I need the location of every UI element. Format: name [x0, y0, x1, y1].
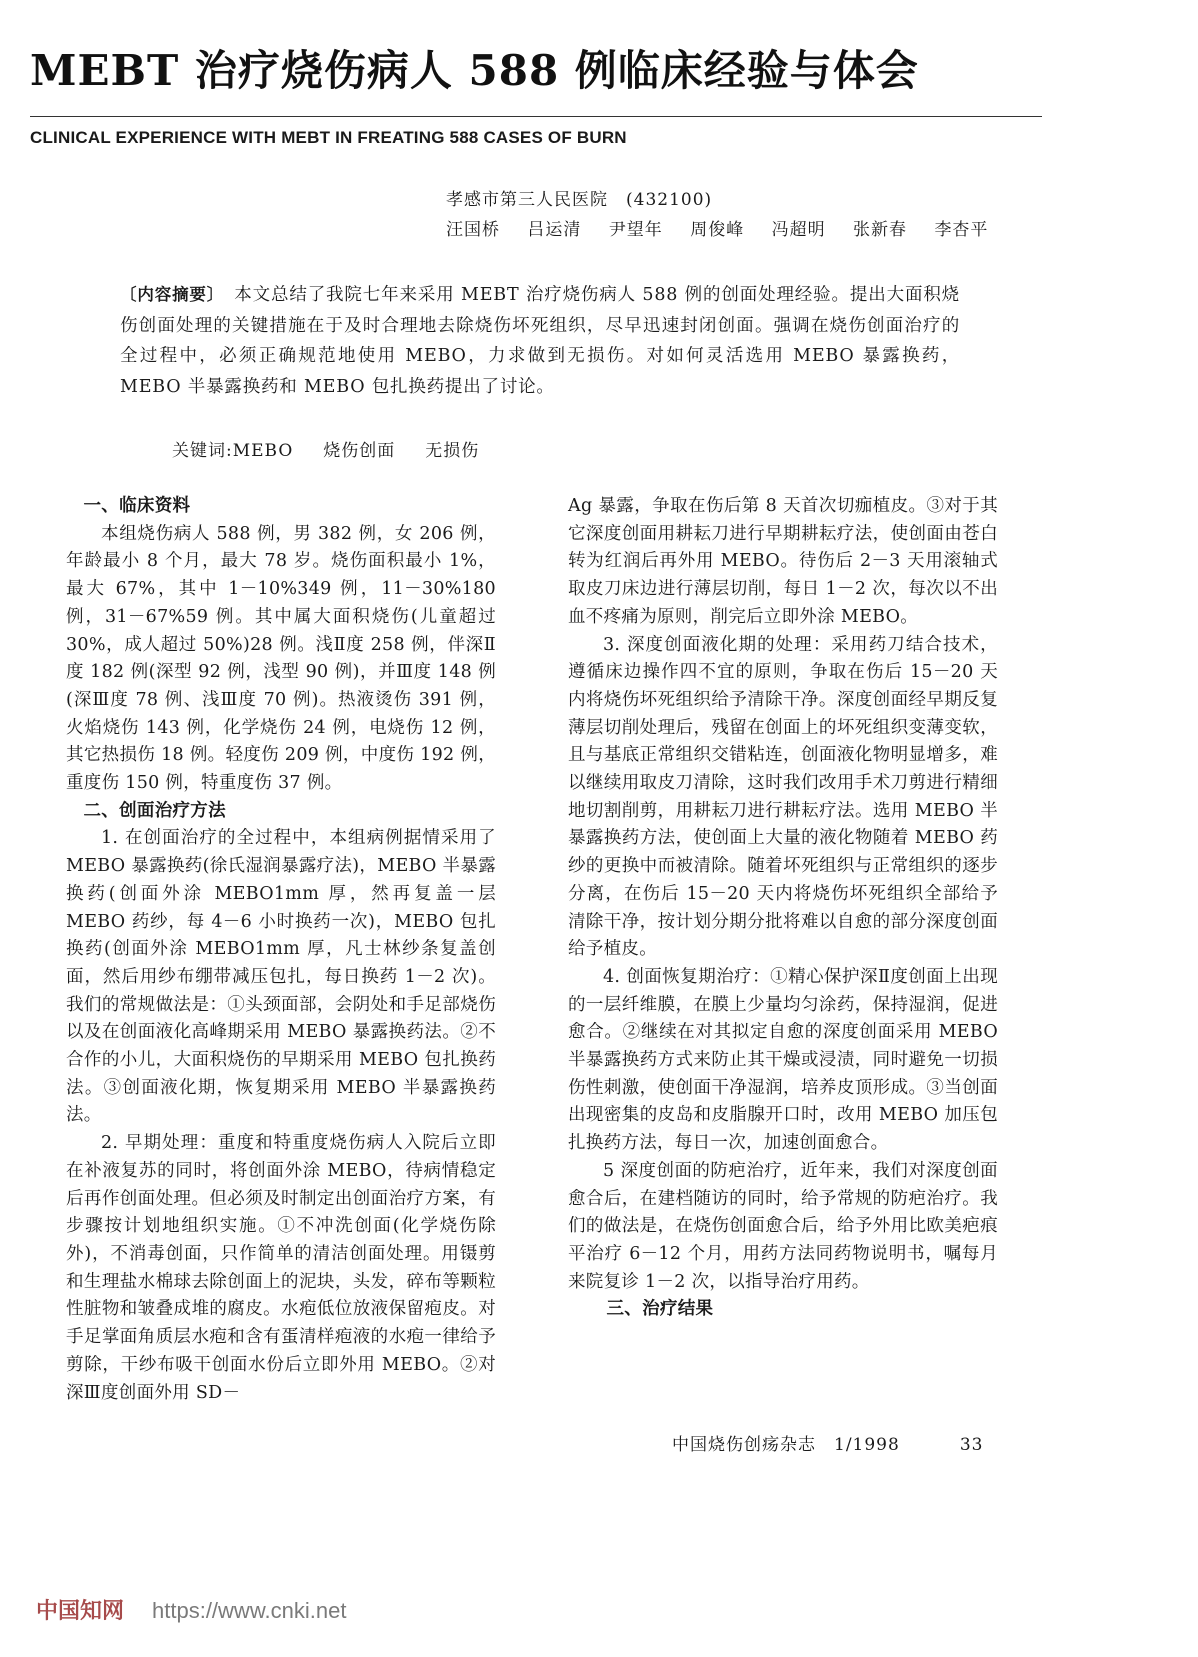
- right-column: [568, 493, 998, 1324]
- author-name: 吕运清: [527, 220, 582, 240]
- paragraph: 3. 深度创面液化期的处理：采用药刀结合技术，遵循床边操作四不宜的原则，争取在伤后 15－20 天内将烧伤坏死组织给予清除干净。深度创面经早期反复薄层切削处理后，残留在创面上的坏死组织变薄变软，且与基底正常组织交错粘连，创面液化物明显增多，难以继续用取皮刀清除，这时我们改用手术刀剪进行精细地切割削剪，用耕耘刀进行耕耘疗法。选用 MEBO 半暴露换药方法，使创面上大量的液化物随着 MEBO 药纱的更换中而被清除。随着坏死组织与正常组织的逐步分离，在伤后 15－20 天内将烧伤坏死组织全部给予清除干净，按计划分期分批将难以自愈的部分深度创面给予植皮。: [568, 634, 998, 960]
- keyword: 无损伤: [425, 441, 480, 461]
- section-heading: 二、创面治疗方法: [83, 800, 226, 821]
- page-footer: [672, 1430, 983, 1455]
- paragraph: 本组烧伤病人 588 例，男 382 例，女 206 例，年龄最小 8 个月，最大 78 岁。烧伤面积最小 1%，最大 67%，其中 1－10%349 例，11－30%180 例，31－67%59 例。其中属大面积烧伤(儿童超过 30%，成人超过 50%)28 例。浅Ⅱ度 258 例，伴深Ⅱ度 182 例(深型 92 例，浅型 90 例)，并Ⅲ度 148 例(深Ⅲ度 78 例、浅Ⅲ度 70 例)。热液烫伤 391 例，火焰烧伤 143 例，化学烧伤 24 例，电烧伤 12 例，其它热损伤 18 例。轻度伤 209 例，中度伤 192 例，重度伤 150 例，特重度伤 37 例。: [66, 523, 496, 794]
- journal-citation: 中国烧伤创疡杂志 1/1998: [672, 1435, 900, 1455]
- author-name: 张新春: [853, 220, 908, 240]
- watermark-url[interactable]: https://www.cnki.net: [152, 1598, 347, 1623]
- paragraph: 5 深度创面的防疤治疗，近年来，我们对深度创面愈合后，在建档随访的同时，给予常规的防疤治疗。我们的做法是，在烧伤创面愈合后，给予外用比欧美疤痕平治疗 6－12 个月，用药方法同药物说明书，嘱每月来院复诊 1－2 次，以指导治疗用药。: [568, 1160, 998, 1292]
- keyword: MEBO: [232, 441, 294, 461]
- abstract: [120, 280, 960, 402]
- title-rule: [30, 116, 1042, 117]
- paragraph: 2. 早期处理：重度和特重度烧伤病人入院后立即在补液复苏的同时，将创面外涂 MEBO，待病情稳定后再作创面处理。但必须及时制定出创面治疗方案，有步骤按计划地组织实施。①不冲洗创面(化学烧伤除外)，不消毒创面，只作简单的清洁创面处理。用镊剪和生理盐水棉球去除创面上的泥块，头发，碎布等颗粒性脏物和皱叠成堆的腐皮。水疱低位放液保留疱皮。对手足掌面角质层水疱和含有蛋清样疱液的水疱一律给予剪除，干纱布吸干创面水份后立即外用 MEBO。②对深Ⅲ度创面外用 SD－: [66, 1133, 496, 1403]
- left-column: [66, 493, 496, 1407]
- keywords-label: 关键词:: [172, 441, 233, 461]
- paper-title: MEBT 治疗烧伤病人 588 例临床经验与体会: [30, 46, 919, 95]
- section-heading: 三、治疗结果: [606, 1299, 714, 1320]
- author-name: 尹望年: [608, 220, 663, 240]
- abstract-label: 〔内容摘要〕: [120, 285, 216, 304]
- author-name: 冯超明: [771, 220, 826, 240]
- affiliation: 孝感市第三人民医院 (432100): [446, 190, 713, 210]
- paragraph: Ag 暴露，争取在伤后第 8 天首次切痂植皮。③对于其它深度创面用耕耘刀进行早期耕耘疗法，使创面由苍白转为红润后再外用 MEBO。待伤后 2－3 天用滚轴式取皮刀床边进行薄层切削，每日 1－2 次，每次以不出血不疼痛为原则，削完后立即外涂 MEBO。: [568, 496, 998, 627]
- author-name: 李杏平: [934, 220, 989, 240]
- author-name: 周俊峰: [690, 220, 745, 240]
- paragraph: 1. 在创面治疗的全过程中，本组病例据情采用了 MEBO 暴露换药(徐氏湿润暴露疗法)，MEBO 半暴露换药(创面外涂 MEBO1mm 厚，然再复盖一层 MEBO 药纱，每 4－6 小时换药一次)，MEBO 包扎换药(创面外涂 MEBO1mm 厚，凡士林纱条复盖创面，然后用纱布绷带减压包扎，每日换药 1－2 次)。我们的常规做法是：①头颈面部，会阴处和手足部烧伤以及在创面液化高峰期采用 MEBO 暴露换药法。②不合作的小儿，大面积烧伤的早期采用 MEBO 包扎换药法。③创面液化期，恢复期采用 MEBO 半暴露换药法。: [66, 828, 496, 1126]
- abstract-text: 本文总结了我院七年来采用 MEBT 治疗烧伤病人 588 例的创面处理经验。提出大面积烧伤创面处理的关键措施在于及时合理地去除烧伤坏死组织，尽早迅速封闭创面。强调在烧伤创面治疗的全过程中，必须正确规范地使用 MEBO，力求做到无损伤。对如何灵活选用 MEBO 暴露换药，MEBO 半暴露换药和 MEBO 包扎换药提出了讨论。: [120, 285, 960, 397]
- author-name: 汪国桥: [446, 220, 500, 240]
- page-number: 33: [959, 1435, 984, 1455]
- paragraph: 4. 创面恢复期治疗：①精心保护深Ⅱ度创面上出现的一层纤维膜，在膜上少量均匀涂药，保持湿润，促进愈合。②继续在对其拟定自愈的深度创面采用 MEBO 半暴露换药方式来防止其干燥或浸渍，同时避免一切损伤性刺激，使创面干净湿润，培养皮顶形成。③当创面出现密集的皮岛和皮脂腺开口时，改用 MEBO 加压包扎换药方法，每日一次，加速创面愈合。: [568, 966, 998, 1154]
- section-heading: 一、临床资料: [83, 496, 191, 516]
- watermark-brand: 中国知网: [36, 1598, 125, 1623]
- watermark: [36, 1594, 346, 1625]
- keywords: [172, 436, 509, 461]
- author-list: [446, 215, 988, 240]
- english-title: CLINICAL EXPERIENCE WITH MEBT IN FREATING 588 CASES OF BURN: [30, 128, 627, 147]
- keyword: 烧伤创面: [323, 441, 396, 461]
